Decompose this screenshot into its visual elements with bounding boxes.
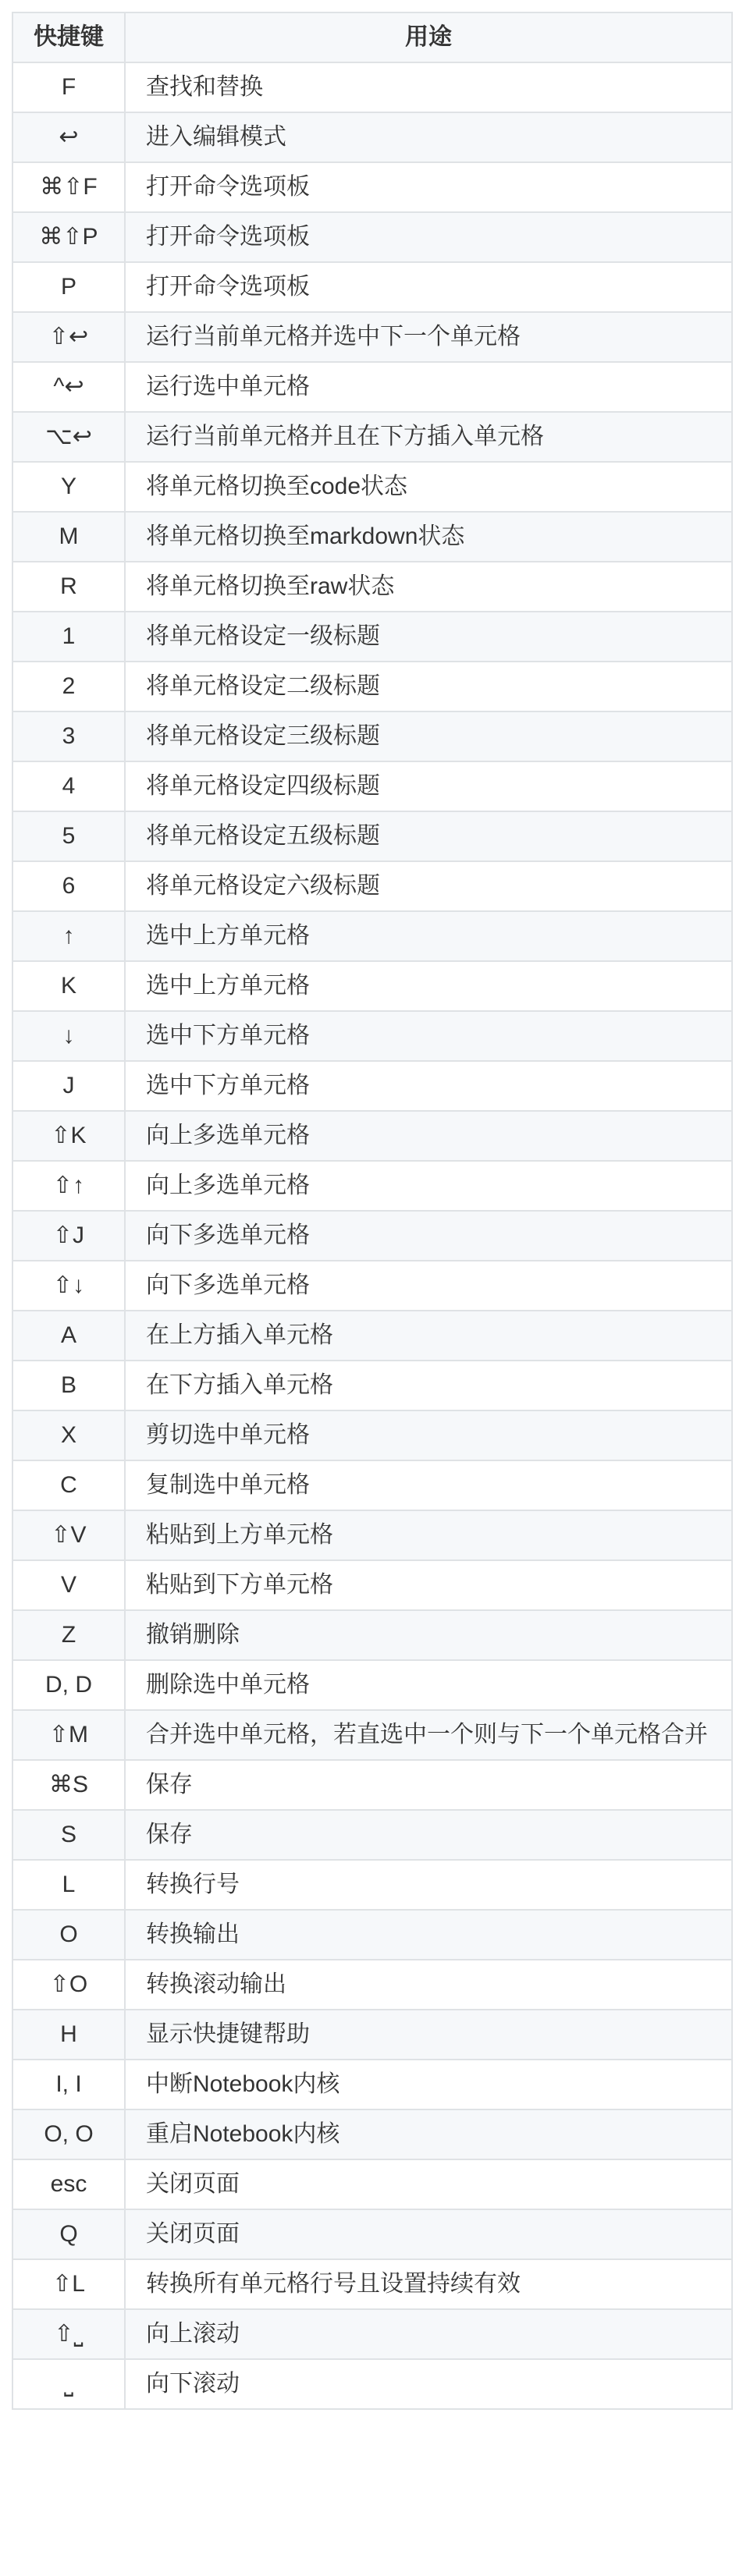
shortcut-key: ⇧M <box>12 1710 125 1760</box>
shortcut-description: 剪切选中单元格 <box>125 1410 732 1460</box>
shortcut-description: 向上多选单元格 <box>125 1161 732 1211</box>
shortcut-table <box>12 12 733 2410</box>
shortcut-description: 转换输出 <box>125 1910 732 1960</box>
shortcut-key: ⎵ <box>12 2359 125 2409</box>
table-row <box>12 1111 732 1161</box>
shortcut-key: ↩ <box>12 112 125 162</box>
shortcut-description: 打开命令选项板 <box>125 262 732 312</box>
shortcut-description: 将单元格设定三级标题 <box>125 711 732 761</box>
shortcut-key: R <box>12 562 125 612</box>
shortcut-key: J <box>12 1061 125 1111</box>
shortcut-description: 中断Notebook内核 <box>125 2060 732 2109</box>
shortcut-key: S <box>12 1810 125 1860</box>
table-row <box>12 162 732 212</box>
table-row <box>12 1361 732 1410</box>
table-row <box>12 711 732 761</box>
shortcut-key: I, I <box>12 2060 125 2109</box>
shortcut-description: 复制选中单元格 <box>125 1460 732 1510</box>
shortcut-key: 6 <box>12 861 125 911</box>
shortcut-description: 粘贴到上方单元格 <box>125 1510 732 1560</box>
shortcut-key: P <box>12 262 125 312</box>
shortcut-key: L <box>12 1860 125 1910</box>
table-row <box>12 1011 732 1061</box>
table-row <box>12 1810 732 1860</box>
shortcut-key: K <box>12 961 125 1011</box>
table-row <box>12 662 732 711</box>
table-row <box>12 1311 732 1361</box>
table-row <box>12 1460 732 1510</box>
header-shortcut: 快捷键 <box>12 12 125 62</box>
shortcut-key: X <box>12 1410 125 1460</box>
shortcut-key: V <box>12 1560 125 1610</box>
shortcut-description: 转换所有单元格行号且设置持续有效 <box>125 2259 732 2309</box>
table-row <box>12 1610 732 1660</box>
table-row <box>12 512 732 562</box>
header-row <box>12 12 732 62</box>
shortcut-description: 合并选中单元格，若直选中一个则与下一个单元格合并 <box>125 1710 732 1760</box>
shortcut-description: 运行当前单元格并选中下一个单元格 <box>125 312 732 362</box>
table-row <box>12 811 732 861</box>
shortcut-description: 打开命令选项板 <box>125 162 732 212</box>
shortcut-description: 选中下方单元格 <box>125 1061 732 1111</box>
table-row <box>12 612 732 662</box>
shortcut-description: 将单元格切换至markdown状态 <box>125 512 732 562</box>
table-row <box>12 761 732 811</box>
shortcut-description: 进入编辑模式 <box>125 112 732 162</box>
shortcut-key: ⇧↓ <box>12 1261 125 1311</box>
shortcut-key: ⌘⇧P <box>12 212 125 262</box>
table-row <box>12 911 732 961</box>
shortcut-description: 向下多选单元格 <box>125 1211 732 1261</box>
table-row <box>12 212 732 262</box>
shortcut-description: 删除选中单元格 <box>125 1660 732 1710</box>
shortcut-description: 向下多选单元格 <box>125 1261 732 1311</box>
shortcut-key: ⇧↩ <box>12 312 125 362</box>
shortcut-key: F <box>12 62 125 112</box>
shortcut-key: ⇧O <box>12 1960 125 2010</box>
shortcut-key: B <box>12 1361 125 1410</box>
shortcut-description: 保存 <box>125 1810 732 1860</box>
shortcut-key: 5 <box>12 811 125 861</box>
shortcut-key: ⇧J <box>12 1211 125 1261</box>
table-row <box>12 62 732 112</box>
table-row <box>12 2209 732 2259</box>
shortcut-description: 向下滚动 <box>125 2359 732 2409</box>
table-row <box>12 312 732 362</box>
shortcut-key: ⌘S <box>12 1760 125 1810</box>
shortcut-key: ⇧L <box>12 2259 125 2309</box>
table-row <box>12 2109 732 2159</box>
shortcut-key: 3 <box>12 711 125 761</box>
shortcut-key: ↑ <box>12 911 125 961</box>
shortcut-description: 向上多选单元格 <box>125 1111 732 1161</box>
shortcut-description: 选中上方单元格 <box>125 911 732 961</box>
table-row <box>12 462 732 512</box>
shortcut-description: 选中上方单元格 <box>125 961 732 1011</box>
table-header <box>12 12 732 62</box>
shortcut-key: M <box>12 512 125 562</box>
shortcut-description: 保存 <box>125 1760 732 1810</box>
shortcut-key: D, D <box>12 1660 125 1710</box>
table-row <box>12 1910 732 1960</box>
shortcut-description: 运行当前单元格并且在下方插入单元格 <box>125 412 732 462</box>
table-row <box>12 1710 732 1760</box>
shortcut-description: 将单元格切换至code状态 <box>125 462 732 512</box>
table-row <box>12 112 732 162</box>
shortcut-key: H <box>12 2010 125 2060</box>
shortcut-description: 将单元格切换至raw状态 <box>125 562 732 612</box>
table-row <box>12 1560 732 1610</box>
shortcut-key: ⇧K <box>12 1111 125 1161</box>
shortcut-description: 关闭页面 <box>125 2159 732 2209</box>
table-row <box>12 1061 732 1111</box>
shortcut-description: 打开命令选项板 <box>125 212 732 262</box>
shortcut-description: 查找和替换 <box>125 62 732 112</box>
header-purpose: 用途 <box>125 12 732 62</box>
table-body <box>12 62 732 2409</box>
shortcut-table-container <box>12 12 731 2410</box>
shortcut-key: ↓ <box>12 1011 125 1061</box>
shortcut-key: 4 <box>12 761 125 811</box>
table-row <box>12 362 732 412</box>
table-row <box>12 1860 732 1910</box>
table-row <box>12 1660 732 1710</box>
table-row <box>12 1510 732 1560</box>
shortcut-description: 将单元格设定五级标题 <box>125 811 732 861</box>
shortcut-key: C <box>12 1460 125 1510</box>
shortcut-description: 重启Notebook内核 <box>125 2109 732 2159</box>
shortcut-description: 关闭页面 <box>125 2209 732 2259</box>
table-row <box>12 1161 732 1211</box>
shortcut-description: 将单元格设定四级标题 <box>125 761 732 811</box>
shortcut-key: 1 <box>12 612 125 662</box>
shortcut-key: A <box>12 1311 125 1361</box>
shortcut-key: 2 <box>12 662 125 711</box>
shortcut-description: 粘贴到下方单元格 <box>125 1560 732 1610</box>
shortcut-key: ⇧↑ <box>12 1161 125 1211</box>
shortcut-key: ⇧⎵ <box>12 2309 125 2359</box>
table-row <box>12 1760 732 1810</box>
shortcut-key: O <box>12 1910 125 1960</box>
table-row <box>12 1960 732 2010</box>
table-row <box>12 562 732 612</box>
shortcut-description: 运行选中单元格 <box>125 362 732 412</box>
table-row <box>12 2010 732 2060</box>
table-row <box>12 1261 732 1311</box>
table-row <box>12 2259 732 2309</box>
table-row <box>12 2060 732 2109</box>
shortcut-key: ⌥↩ <box>12 412 125 462</box>
shortcut-key: Q <box>12 2209 125 2259</box>
shortcut-description: 在上方插入单元格 <box>125 1311 732 1361</box>
table-row <box>12 861 732 911</box>
shortcut-key: Z <box>12 1610 125 1660</box>
shortcut-description: 转换滚动输出 <box>125 1960 732 2010</box>
shortcut-key: ^↩ <box>12 362 125 412</box>
shortcut-description: 撤销删除 <box>125 1610 732 1660</box>
table-row <box>12 412 732 462</box>
table-row <box>12 2159 732 2209</box>
table-row <box>12 1211 732 1261</box>
shortcut-description: 将单元格设定六级标题 <box>125 861 732 911</box>
table-row <box>12 961 732 1011</box>
shortcut-description: 向上滚动 <box>125 2309 732 2359</box>
shortcut-key: Y <box>12 462 125 512</box>
shortcut-key: O, O <box>12 2109 125 2159</box>
shortcut-description: 将单元格设定一级标题 <box>125 612 732 662</box>
shortcut-key: ⌘⇧F <box>12 162 125 212</box>
table-row <box>12 2309 732 2359</box>
shortcut-description: 转换行号 <box>125 1860 732 1910</box>
shortcut-description: 选中下方单元格 <box>125 1011 732 1061</box>
table-row <box>12 262 732 312</box>
table-row <box>12 1410 732 1460</box>
shortcut-description: 将单元格设定二级标题 <box>125 662 732 711</box>
shortcut-description: 在下方插入单元格 <box>125 1361 732 1410</box>
shortcut-description: 显示快捷键帮助 <box>125 2010 732 2060</box>
shortcut-key: esc <box>12 2159 125 2209</box>
table-row <box>12 2359 732 2409</box>
shortcut-key: ⇧V <box>12 1510 125 1560</box>
